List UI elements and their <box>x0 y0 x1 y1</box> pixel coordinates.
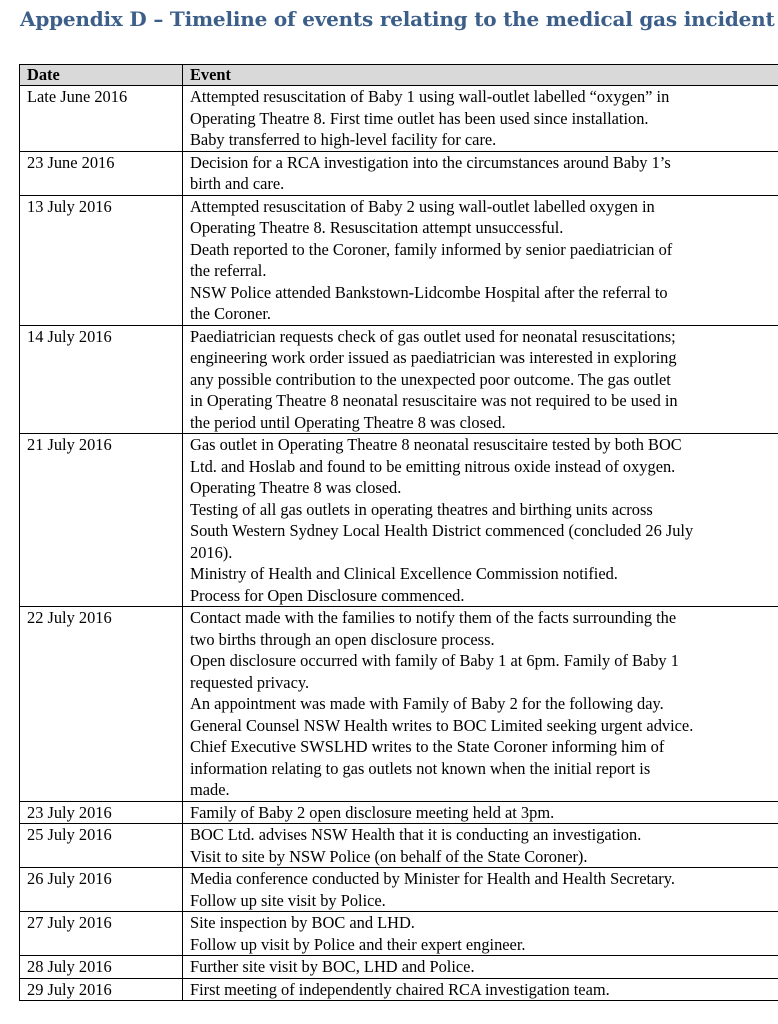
event-line: 2016). <box>190 542 233 562</box>
table-row <box>20 607 778 802</box>
table-row <box>20 956 778 979</box>
event-line: Gas outlet in Operating Theatre 8 neonatal resuscitaire tested by both BOC <box>190 435 682 454</box>
event-line: Follow up site visit by Police. <box>190 890 386 910</box>
event-date: 13 July 2016 <box>20 195 183 325</box>
event-line: Open disclosure occurred with family of Baby 1 at 6pm. Family of Baby 1 <box>190 651 679 670</box>
event-line: Process for Open Disclosure commenced. <box>190 585 465 605</box>
event-description <box>183 868 778 912</box>
event-description <box>183 434 778 607</box>
event-line: Follow up visit by Police and their expert engineer. <box>190 934 526 954</box>
event-line: Family of Baby 2 open disclosure meeting held at 3pm. <box>190 802 555 822</box>
event-line: Baby transferred to high-level facility for care. <box>190 130 497 149</box>
event-description <box>183 824 778 868</box>
event-line: Decision for a RCA investigation into the circumstances around Baby 1’s <box>190 152 671 172</box>
table-row <box>20 978 778 1001</box>
table-row <box>20 325 778 434</box>
event-line: Site inspection by BOC and LHD. <box>190 913 415 932</box>
event-line: BOC Ltd. advises NSW Health that it is conducting an investigation. <box>190 825 642 844</box>
event-line: Testing of all gas outlets in operating theatres and birthing units across <box>190 499 653 519</box>
event-date: 22 July 2016 <box>20 607 183 802</box>
event-line: Contact made with the families to notify them of the facts surrounding the <box>190 608 677 627</box>
event-line: the period until Operating Theatre 8 was closed. <box>190 412 506 432</box>
event-line: Paediatrician requests check of gas outlet used for neonatal resuscitations; <box>190 326 676 346</box>
event-line: First meeting of independently chaired RCA investigation team. <box>190 979 610 999</box>
event-date: 26 July 2016 <box>20 868 183 912</box>
table-row <box>20 824 778 868</box>
event-description <box>183 195 778 325</box>
event-line: two births through an open disclosure process. <box>190 629 495 649</box>
event-line: NSW Police attended Bankstown-Lidcombe Hospital after the referral to <box>190 282 668 302</box>
event-date: 29 July 2016 <box>20 978 183 1001</box>
event-description <box>183 151 778 195</box>
event-line: South Western Sydney Local Health District commenced (concluded 26 July <box>190 521 694 540</box>
event-line: the Coroner. <box>190 304 272 323</box>
event-date: 25 July 2016 <box>20 824 183 868</box>
event-date: 23 July 2016 <box>20 801 183 824</box>
timeline-table <box>19 64 778 1001</box>
event-line: Visit to site by NSW Police (on behalf of the State Coroner). <box>190 846 588 866</box>
table-row <box>20 86 778 152</box>
event-line: Attempted resuscitation of Baby 2 using wall-outlet labelled oxygen in <box>190 196 655 216</box>
event-description <box>183 912 778 956</box>
event-line: the referral. <box>190 261 267 280</box>
event-date: 28 July 2016 <box>20 956 183 979</box>
event-line: Further site visit by BOC, LHD and Police. <box>190 957 475 976</box>
event-line: Death reported to the Coroner, family informed by senior paediatrician of <box>190 239 673 259</box>
event-date: 27 July 2016 <box>20 912 183 956</box>
event-description <box>183 325 778 434</box>
page-title: Appendix D – Timeline of events relating to the medical gas incident <box>20 7 775 31</box>
event-line: Ltd. and Hoslab and found to be emitting nitrous oxide instead of oxygen. <box>190 456 676 476</box>
event-description <box>183 956 778 979</box>
event-description <box>183 86 778 152</box>
table-row <box>20 195 778 325</box>
event-line: Media conference conducted by Minister for Health and Health Secretary. <box>190 869 675 888</box>
event-line: birth and care. <box>190 174 285 193</box>
event-line: Operating Theatre 8 was closed. <box>190 478 402 497</box>
event-line: Operating Theatre 8. Resuscitation attempt unsuccessful. <box>190 218 564 237</box>
date-column-header: Date <box>20 65 183 86</box>
event-description <box>183 801 778 824</box>
event-line: An appointment was made with Family of Baby 2 for the following day. <box>190 694 664 713</box>
event-line: Operating Theatre 8. First time outlet has been used since installation. <box>190 108 649 128</box>
event-date: 21 July 2016 <box>20 434 183 607</box>
event-line: requested privacy. <box>190 672 310 692</box>
event-line: General Counsel NSW Health writes to BOC Limited seeking urgent advice. <box>190 715 694 735</box>
table-row <box>20 868 778 912</box>
event-description <box>183 607 778 802</box>
table-row <box>20 434 778 607</box>
event-line: engineering work order issued as paediatrician was interested in exploring <box>190 348 677 367</box>
table-header-row <box>20 65 778 86</box>
event-date: 14 July 2016 <box>20 325 183 434</box>
event-line: information relating to gas outlets not known when the initial report is <box>190 758 651 778</box>
table-row <box>20 801 778 824</box>
event-column-header: Event <box>183 65 778 86</box>
table-row <box>20 151 778 195</box>
event-line: in Operating Theatre 8 neonatal resuscitaire was not required to be used in <box>190 391 678 410</box>
event-line: made. <box>190 780 230 799</box>
table-row <box>20 912 778 956</box>
event-line: Ministry of Health and Clinical Excellence Commission notified. <box>190 564 618 583</box>
event-date: 23 June 2016 <box>20 151 183 195</box>
timeline-body <box>20 86 778 1001</box>
event-description <box>183 978 778 1001</box>
event-line: Attempted resuscitation of Baby 1 using wall-outlet labelled “oxygen” in <box>190 87 670 106</box>
event-date: Late June 2016 <box>20 86 183 152</box>
event-line: Chief Executive SWSLHD writes to the State Coroner informing him of <box>190 737 665 756</box>
event-line: any possible contribution to the unexpected poor outcome. The gas outlet <box>190 369 671 389</box>
